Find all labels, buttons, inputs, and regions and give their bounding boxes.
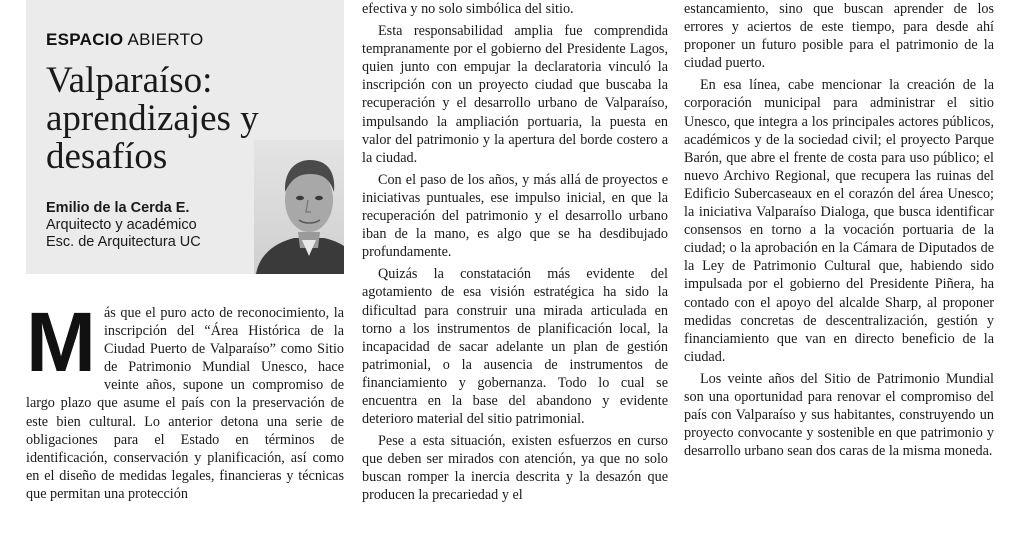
paragraph-7: Los veinte años del Sitio de Patrimonio Mundial son una oportunidad para renovar el compromiso del país con Valparaíso y sus habitantes, construyendo un proyecto convocante y sostenible en que patrimonio y desarrollo urbano sean dos caras de la misma moneda. (684, 370, 994, 460)
headline-line-1: Valparaíso: (46, 60, 213, 101)
paragraph-6: En esa línea, cabe mencionar la creación de la corporación municipal para administrar el sitio Unesco, que integra a los principales actores públicos, académicos y de la sociedad civil; el proyecto Parque Barón, que abre el frente de costa para uso público; el nuevo Archivo Regional, que recupera las ruinas del Edificio Subercaseaux en el corazón del área Unesco; la iniciativa Valparaíso Dialoga, que busca identificar consensos en torno a la vocación portuaria de la ciudad; o la aprobación en la Cámara de Diputados de la Ley de Patrimonio Cultural que, habiendo sido impulsada por el gobierno del Presidente Piñera, ha contado con el apoyo del alcalde Sharp, al proponer medidas concretas de descentralización, gestión y financiamiento que van en directo beneficio de la ciudad. (684, 77, 994, 365)
author-role: Arquitecto y académico (46, 217, 197, 233)
author-portrait (254, 140, 344, 274)
paragraph-2: Esta responsabilidad amplia fue comprendida tempranamente por el gobierno del Presidente Lagos, quien junto con empujar la declaratoria vinculó la inscripción con un proyecto ciudad que buscaba la recuperación y el desarrollo urbano de Valparaíso, impulsando la ampliación portuaria, la puesta en valor del patrimonio y la apertura del borde costero a la ciudad. (362, 23, 668, 166)
column-1-body (26, 295, 344, 503)
author-affiliation: Esc. de Arquitectura UC (46, 234, 201, 250)
section-label (46, 30, 204, 50)
headline-line-3: desafíos (46, 136, 168, 177)
headline-line-2: aprendizajes y (46, 98, 259, 139)
article-header-box (26, 0, 344, 274)
paragraph-1-continued: efectiva y no solo simbólica del sitio. (362, 1, 574, 17)
paragraph-1: ás que el puro acto de reconocimiento, la inscripción del “Área Histórica de la Ciudad Puerto de Valparaíso” como Sitio de Patrimonio Mundial Unesco, hace veinte años, supone un compromiso de largo plazo que asume el país con la preservación de este bien cultural. Lo anterior detona una serie de obligaciones para el Estado en términos de identificación, conservación y planificación, así como en el diseño de medidas legales, financieras y técnicas que permitan una protección (26, 305, 344, 502)
author-byline (46, 200, 201, 251)
column-3 (684, 0, 994, 460)
paragraph-3: Con el paso de los años, y más allá de proyectos e iniciativas puntuales, ese impulso inicial, en que la recuperación del patrimonio y el desarrollo urbano iban de la mano, es algo que se ha desdibujado profundamente. (362, 171, 668, 261)
paragraph-5-continued: estancamiento, sino que buscan aprender de los errores y aciertos de este tiempo, para desde ahí proponer un futuro posible para el patrimonio de la ciudad puerto. (684, 1, 994, 72)
section-label-rest: ABIERTO (127, 30, 204, 49)
author-name: Emilio de la Cerda E. (46, 200, 190, 216)
drop-cap: M (26, 295, 96, 389)
paragraph-5: Pese a esta situación, existen esfuerzos en curso que deben ser mirados con atención, ya que no solo buscan romper la inercia descrita y la desazón que producen la precariedad y el (362, 433, 668, 504)
paragraph-4: Quizás la constatación más evidente del agotamiento de esa visión estratégica ha sido la dificultad para construir una mirada articulada en torno a los instrumentos de planificación local, la incapacidad de sacar adelante un plan de gestión patrimonial, o la ausencia de instrumentos de financiamiento y gobernanza. Todo lo cual se encuentra en la base del abandono y evidente deterioro material del sitio patrimonial. (362, 266, 668, 428)
column-1 (26, 0, 344, 503)
section-label-bold: ESPACIO (46, 30, 124, 49)
column-2 (362, 0, 668, 505)
